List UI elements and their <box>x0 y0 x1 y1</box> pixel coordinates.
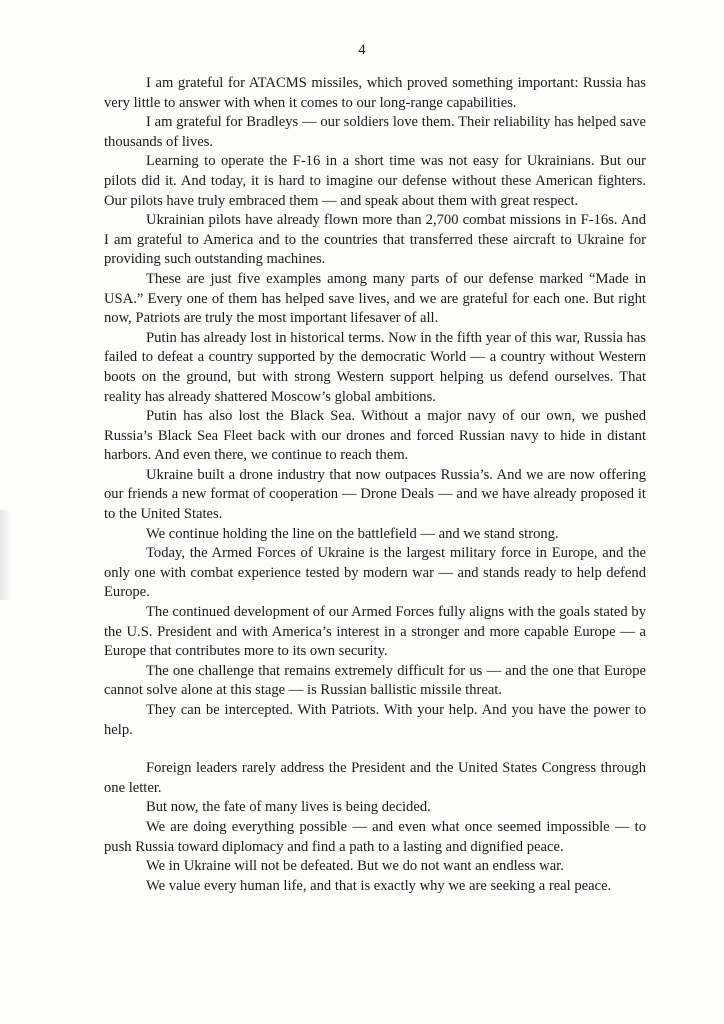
paragraph-drone-deals: Ukraine built a drone industry that now outpaces Russia’s. And we are now offering our friends a new format of cooperation — Drone Deals — and we have already proposed it to the United States. <box>104 466 646 523</box>
paragraph-aligns-with-goals: The continued development of our Armed Forces fully aligns with the goals stated by the U.S. President and with America’s interest in a stronger and more capable Europe — a Europe that contributes more to its own security. <box>104 604 646 660</box>
paragraph-patriots-help: They can be intercepted. With Patriots. With your help. And you have the power to help. <box>104 702 646 738</box>
paragraph-armed-forces-europe: Today, the Armed Forces of Ukraine is the largest military force in Europe, and the only one with combat experience tested by modern war — and stands ready to help defend Europe. <box>104 545 646 601</box>
paragraph-holding-line: We continue holding the line on the battlefield — and we stand strong. <box>146 525 559 542</box>
paragraph-atacms: I am grateful for ATACMS missiles, which proved something important: Russia has very little to answer with when it comes to our long-range capabilities. <box>104 75 646 111</box>
paragraph-diplomacy: We are doing everything possible — and even what once seemed impossible — to push Russia toward diplomacy and find a path to a lasting and dignified peace. <box>104 818 646 855</box>
paragraph-f16-training: Learning to operate the F-16 in a short time was not easy for Ukrainians. But our pilots did it. And today, it is hard to imagine our defense without these American fighters. Our pilots have truly embraced them — and speak about them with great respect. <box>104 153 646 209</box>
page-number: 4 <box>358 42 366 58</box>
paragraph-made-in-usa: These are just five examples among many parts of our defense marked “Made in USA.” Every one of them has helped save lives, and we are grateful for each one. But right now, Patriots are truly the most important lifesaver of all. <box>104 270 646 327</box>
paragraph-ballistic-threat: The one challenge that remains extremely difficult for us — and the one that Europe cannot solve alone at this stage — is Russian ballistic missile threat. <box>104 662 646 699</box>
paragraph-black-sea: Putin has also lost the Black Sea. Without a major navy of our own, we pushed Russia’s Black Sea Fleet back with our drones and forced Russian navy to hide in distant harbors. And even there, we continue to reach them. <box>104 408 646 464</box>
paragraph-putin-lost-historically: Putin has already lost in historical terms. Now in the fifth year of this war, Russia has failed to defeat a country supported by the democratic World — a country without Western boots on the ground, but with strong Western support helping us defend ourselves. That reality has already shattered Moscow’s global ambitions. <box>104 329 646 405</box>
paragraph-fate-of-lives: But now, the fate of many lives is being decided. <box>146 799 431 816</box>
scan-edge-shadow <box>0 510 10 600</box>
paragraph-real-peace: We value every human life, and that is exactly why we are seeking a real peace. <box>146 877 612 894</box>
paragraph-f16-missions: Ukrainian pilots have already flown more than 2,700 combat missions in F-16s. And I am grateful to America and to the countries that transferred these aircraft to Ukraine for providing such outstanding machines. <box>104 212 646 268</box>
paragraph-not-defeated: We in Ukraine will not be defeated. But we do not want an endless war. <box>146 858 564 875</box>
letter-body <box>104 74 646 896</box>
paragraph-bradleys: I am grateful for Bradleys — our soldiers love them. Their reliability has helped save thousands of lives. <box>104 114 646 150</box>
paragraph-foreign-leaders: Foreign leaders rarely address the President and the United States Congress through one letter. <box>104 760 646 796</box>
